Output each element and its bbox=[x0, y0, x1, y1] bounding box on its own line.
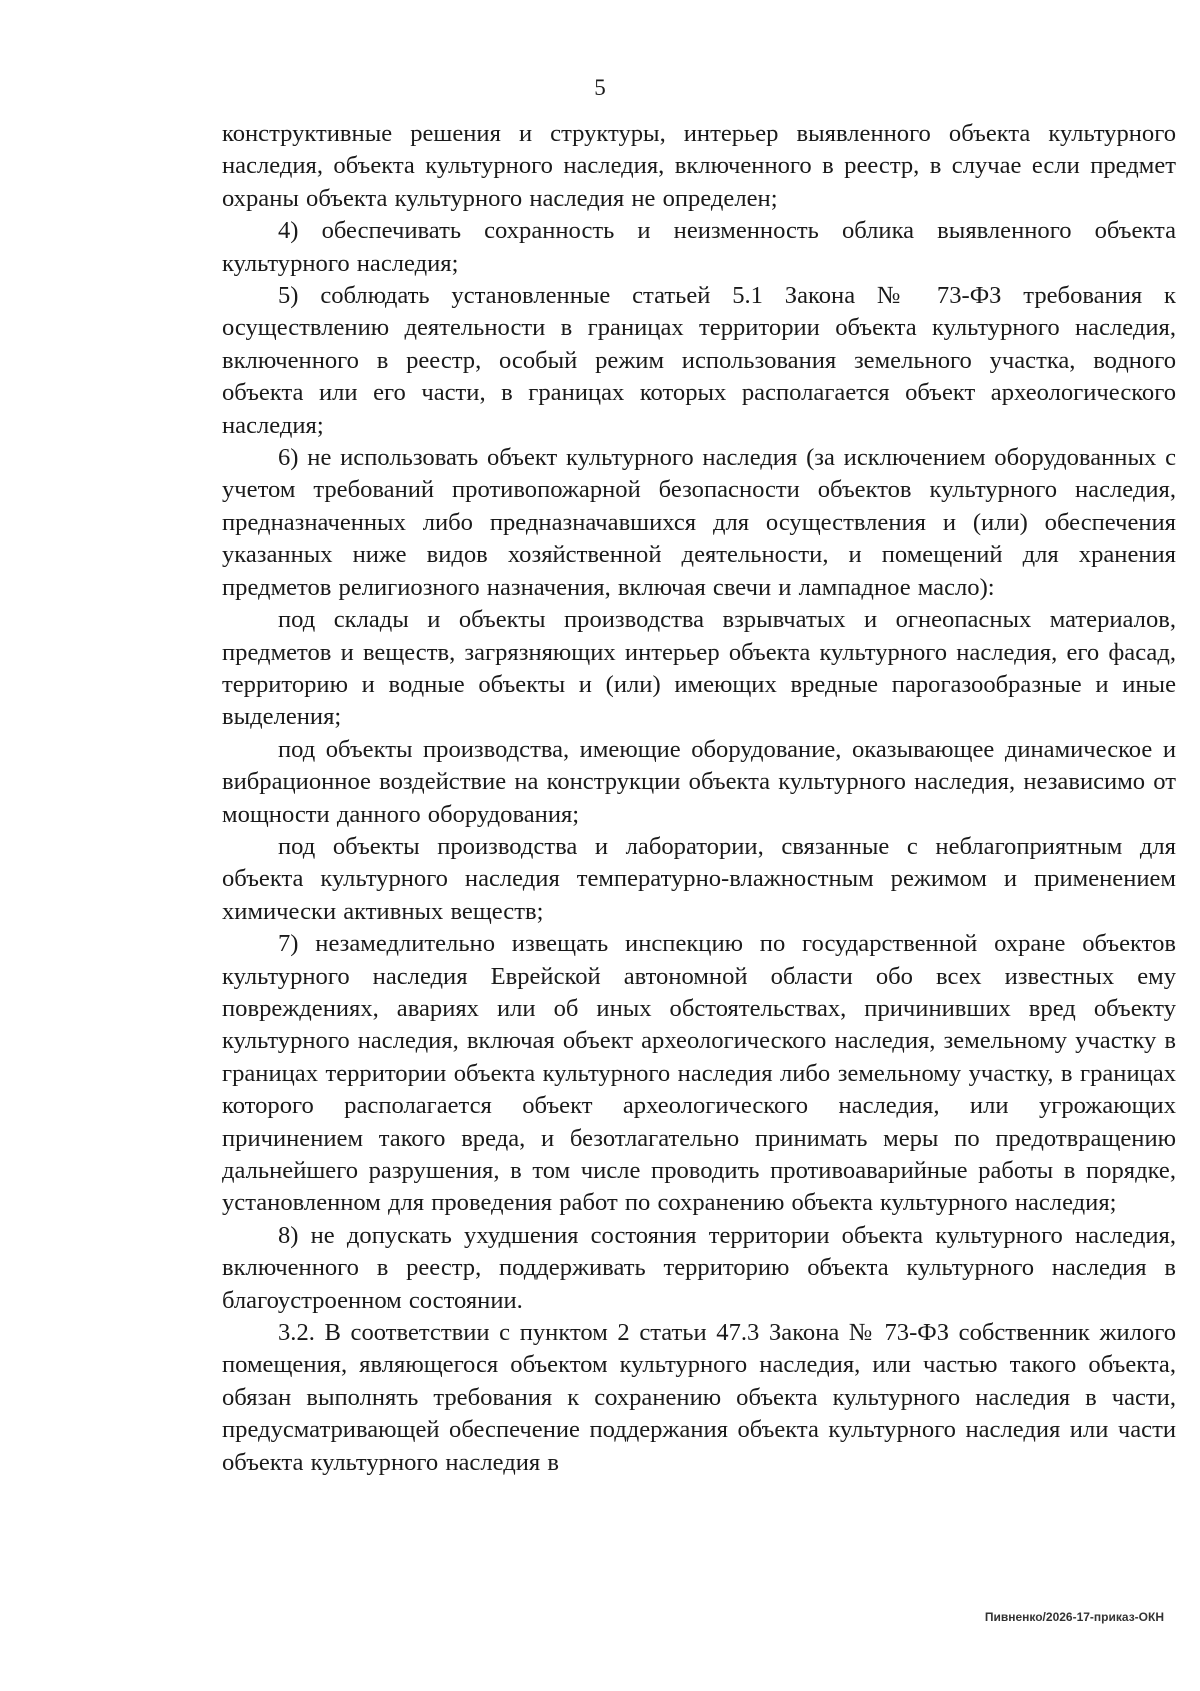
paragraph: под склады и объекты производства взрывчатых и огнеопасных материалов, предметов и веществ, загрязняющих интерьер объекта культурного наследия, его фасад, территорию и водные объекты и (или) имеющих вредные парогазообразные и иные выделения; bbox=[222, 606, 1176, 731]
footer-document-reference: Пивненко/2026-17-приказ-ОКН bbox=[984, 1610, 1164, 1624]
paragraph: под объекты производства и лаборатории, связанные с неблагоприятным для объекта культурного наследия температурно-влажностным режимом и применением химически активных веществ; bbox=[222, 832, 1176, 925]
paragraph: 3.2. В соответствии с пунктом 2 статьи 47.3 Закона № 73-ФЗ собственник жилого помещения, являющегося объектом культурного наследия, или частью такого объекта, обязан выполнять требования к сохранению объекта культурного наследия в части, предусматривающей обеспечение поддержания объекта культурного наследия или части объекта культурного наследия в bbox=[222, 1319, 1176, 1476]
paragraph: конструктивные решения и структуры, интерьер выявленного объекта культурного наследия, объекта культурного наследия, включенного в реестр, в случае если предмет охраны объекта культурного наследия не определен; bbox=[222, 120, 1176, 212]
paragraph: 4) обеспечивать сохранность и неизменность облика выявленного объекта культурного наследия; bbox=[222, 217, 1176, 277]
document-body bbox=[222, 118, 1176, 1479]
paragraph: 6) не использовать объект культурного наследия (за исключением оборудованных с учетом требований противопожарной безопасности объектов культурного наследия, предназначенных либо предназначавшихся для осуществления и (или) обеспечения указанных ниже видов хозяйственной деятельности, и помещений для хранения предметов религиозного назначения, включая свечи и лампадное масло): bbox=[222, 444, 1176, 601]
paragraph: под объекты производства, имеющие оборудование, оказывающее динамическое и вибрационное воздействие на конструкции объекта культурного наследия, независимо от мощности данного оборудования; bbox=[222, 735, 1176, 828]
paragraph: 7) незамедлительно извещать инспекцию по государственной охране объектов культурного наследия Еврейской автономной области обо всех известных ему повреждениях, авариях или об иных обстоятельствах, причинивших вред объекту культурного наследия, включая объект археологического наследия, земельному участку в границах территории объекта культурного наследия либо земельному участку, в границах которого располагается объект археологического наследия, или угрожающих причинением такого вреда, и безотлагательно принимать меры по предотвращению дальнейшего разрушения, в том числе проводить противоаварийные работы в порядке, установленном для проведения работ по сохранению объекта культурного наследия; bbox=[222, 930, 1176, 1217]
paragraph: 8) не допускать ухудшения состояния территории объекта культурного наследия, включенного в реестр, поддерживать территорию объекта культурного наследия в благоустроенном состоянии. bbox=[222, 1221, 1176, 1314]
page-number: 5 bbox=[594, 75, 606, 100]
paragraph: 5) соблюдать установленные статьей 5.1 Закона № 73-ФЗ требования к осуществлению деятельности в границах территории объекта культурного наследия, включенного в реестр, особый режим использования земельного участка, водного объекта или его части, в границах которых располагается объект археологического наследия; bbox=[222, 282, 1176, 439]
